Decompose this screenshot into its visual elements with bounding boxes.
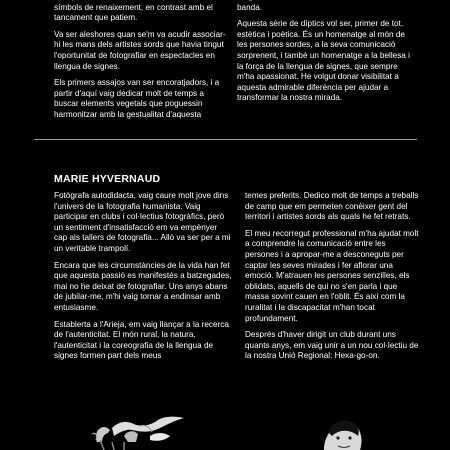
section-divider xyxy=(34,139,417,140)
portrait-photo xyxy=(228,370,450,450)
paragraph: Fotògrafa autodidacta, vaig caure molt jove dins l'univers de la fotografia humanista. Vaig participar en clubs i col·lectius fotogràfics, però un sentiment d'insatisfacció em va empènyer cap als tallers de fotografia... Allò va ser per a mi un veritable trampolí. xyxy=(54,191,231,253)
paragraph: temes preferits. Dedico molt de temps a treballs de camp que em permeten conèixer gent del territori i artistes sords als quals he fet retrats. xyxy=(245,191,419,222)
hands-and-plants-photo xyxy=(0,370,222,450)
top-right-column xyxy=(237,0,415,110)
paragraph: banda. xyxy=(237,2,263,12)
paragraph: Després d'haver dirigit un club durant uns quants anys, em vaig unir a un nou col·lectiu de la nostra Unió Regional: Hexa-go-on. xyxy=(245,330,419,361)
bio-right-column xyxy=(245,191,420,368)
author-name-heading: MARIE HYVERNAUD xyxy=(54,173,161,185)
paragraph: El meu recorregut professional m'ha ajudat molt a comprendre la comunicació entre les persones i a apropar-me a desconeguts per captar les seves mirades i fer aflorar una emoció. M'atrauen les persones senzilles, els oblidats, aquells de qui no s'en parla i que massa sovint cauen en l'oblit. És així com la ruralitat i la discapacitat m'han tocat profundament. xyxy=(245,228,419,323)
paragraph: Els primers assajos van ser encoratjadors, i a partir d'aquí vaig dedicar molt de temps a buscar elements vegetals que poguessin harmonitzar amb la gestualitat d'aquesta xyxy=(54,78,220,119)
portrait-photo-icon xyxy=(228,370,450,450)
paragraph: Establerta a l'Arieja, em vaig llançar a la recerca de l'autenticitat. El món rural, la natura, l'autenticitat i la coreografia de la llengua de signes formen part dels meus xyxy=(54,319,229,361)
bio-left-column xyxy=(54,191,232,368)
paragraph: Encara que les circumstàncies de la vida han fet que aquesta passió es manifestés a batzegades, mai no he deixat de fotografiar. Uns anys abans de jubilar-me, m'hi vaig tornar a endinsar amb entusiasme. xyxy=(54,260,232,312)
hands-and-plants-photo-icon xyxy=(0,370,222,450)
paragraph: símbols de renaixement, en contrast amb el tancament que patiem. xyxy=(54,2,213,23)
paragraph: Va ser aleshores quan se'm va acudir associar-hi les mans dels artistes sords que havia tingut l'oportunitat de fotografiar en espectacles en llengua de signes. xyxy=(54,29,226,71)
top-left-column xyxy=(54,0,226,127)
paragraph: Aquesta sèrie de díptics vol ser, primer de tot, estètica i poètica. És un homenatge al món de les persones sordes, a la seva comunicació sorprenent, i també un homenatge a la bellesa i la força de la llengua de signes, que sempre m'ha apassionat. He volgut donar visibilitat a aquesta admirable diferència per ajudar a transformar la nostra mirada. xyxy=(237,19,410,103)
